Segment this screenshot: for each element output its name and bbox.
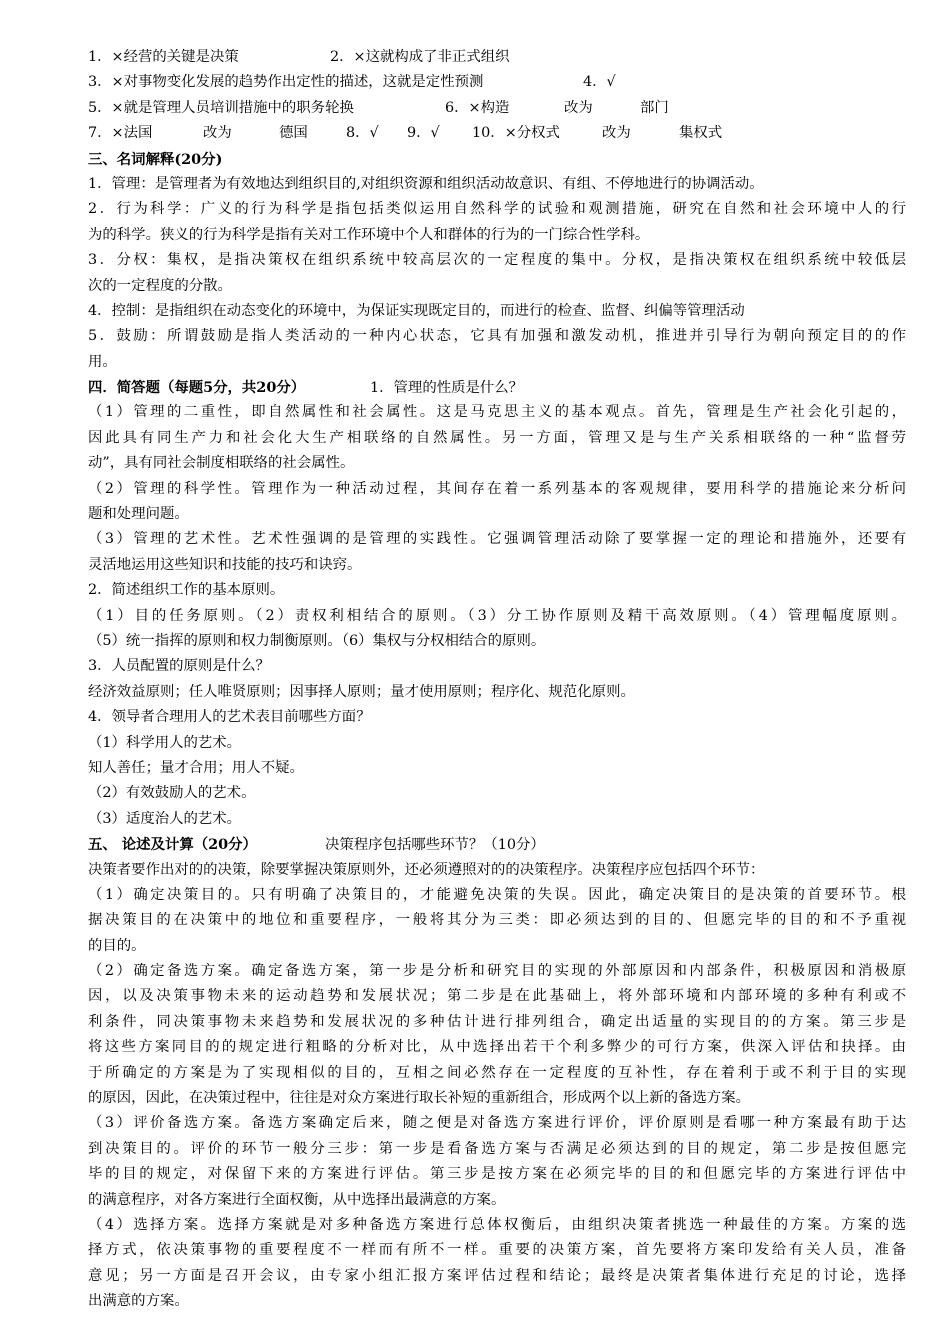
section-4-line-10: （5）统一指挥的原则和权力制衡原则。（6）集权与分权相结合的原则。 bbox=[88, 632, 546, 649]
judge-answer-7: 7．×法国 bbox=[88, 125, 153, 142]
section-3-line-7: 5．鼓励：所谓鼓励是指人类活动的一种内心状态，它具有加强和激发动机，推进并引导行为朝向预定目的的作 bbox=[88, 328, 906, 345]
section-4-line-2: 因此具有同生产力和社会化大生产相联络的自然属性。另一方面，管理又是与生产关系相联络的一种“监督劳 bbox=[88, 429, 906, 446]
section-5-line-16: 择方式，依决策事物的重要程度不一样而有所不一样。重要的决策方案，首先要将方案印发给有关人员，准备 bbox=[88, 1242, 906, 1259]
section-3-line-8: 用。 bbox=[88, 353, 117, 370]
section-3-line-2: 2．行为科学：广义的行为科学是指包括类似运用自然科学的试验和观测措施，研究在自然和社会环境中人的行 bbox=[88, 201, 906, 218]
section-5-line-3: 据决策目的在决策中的地位和重要程序，一般将其分为三类：即必须达到的目的、但愿完毕的目的和不予重视 bbox=[88, 912, 906, 929]
judge-answer-8: 8．√ bbox=[346, 125, 379, 142]
judge-answer-line-2 bbox=[88, 70, 906, 95]
judge-answer-7-correction: 德国 bbox=[279, 125, 308, 142]
section-5-line-14: 的满意程序，对各方案进行全面权衡，从中选择出最满意的方案。 bbox=[88, 1191, 506, 1208]
section-4-line-9: （1）目的任务原则。（2）责权利相结合的原则。（3）分工协作原则及精干高效原则。（4）管理幅度原则。 bbox=[88, 607, 906, 624]
section-5-line-7: 利条件，同决策事物未来趋势和发展状况的多种估计进行排列组合，确定出适量的实现目的的方案。第三步是 bbox=[88, 1013, 906, 1030]
section-3-line-3: 为的科学。狭义的行为科学是指有关对工作环境中个人和群体的行为的一门综合性学科。 bbox=[88, 226, 650, 243]
judge-answer-4: 4．√ bbox=[583, 74, 616, 91]
document-page bbox=[88, 45, 906, 1315]
section-4-line-4: （2）管理的科学性。管理作为一种活动过程，其间存在着一系列基本的客观规律，要用科学的措施论来分析问 bbox=[88, 480, 906, 497]
section-5-line-18: 出满意的方案。 bbox=[88, 1293, 189, 1310]
judge-answer-7-change: 改为 bbox=[203, 125, 232, 142]
section-5-heading-line bbox=[88, 832, 906, 857]
section-5-line-1: 决策者要作出对的的决策，除要掌握决策原则外，还必须遵照对的的决策程序。决策程序应包括四个环节： bbox=[88, 861, 765, 878]
section-5-line-6: 因，以及决策事物未来的运动趋势和发展状况；第二步是在此基础上，将外部环境和内部环境的多种有利或不 bbox=[88, 988, 906, 1005]
section-4-line-7: 灵活地运用这些知识和技能的技巧和诀窍。 bbox=[88, 556, 362, 573]
section-3-line-1: 1．管理：是管理者为有效地达到组织目的,对组织资源和组织活动故意识、有组、不停地进行的协调活动。 bbox=[88, 175, 764, 192]
section-4-question-2: 2．简述组织工作的基本原则。 bbox=[88, 582, 285, 599]
section-3-line-5: 次的一定程度的分散。 bbox=[88, 277, 232, 294]
judge-answer-6-correction: 部门 bbox=[640, 99, 669, 116]
section-4-question-3: 3．人员配置的原则是什么？ bbox=[88, 658, 270, 675]
judge-answer-3: 3．×对事物变化发展的趋势作出定性的描述，这就是定性预测 bbox=[88, 74, 484, 91]
section-4-line-14: （1）科学用人的艺术。 bbox=[88, 734, 242, 751]
judge-answer-6: 6．×构造 bbox=[445, 99, 510, 116]
section-4-line-17: （3）适度治人的艺术。 bbox=[88, 810, 242, 827]
section-3-heading: 三、名词解释(20分) bbox=[88, 150, 223, 168]
judge-answer-line-3 bbox=[88, 96, 906, 121]
judge-answer-10-change: 改为 bbox=[602, 125, 631, 142]
section-3-line-6: 4．控制：是指组织在动态变化的环境中，为保证实现既定目的，而进行的检查、监督、纠偏等管理活动 bbox=[88, 302, 745, 319]
section-5-line-11: （3）评价备选方案。备选方案确定后来，随之便是对备选方案进行评价，评价原则是看哪一种方案最有助于达 bbox=[88, 1115, 906, 1132]
section-4-heading: 四．简答题（每题5分，共20分） bbox=[88, 379, 306, 397]
section-4-line-1: （1）管理的二重性，即自然属性和社会属性。这是马克思主义的基本观点。首先，管理是生产社会化引起的， bbox=[88, 404, 906, 421]
judge-answer-line-4 bbox=[88, 121, 906, 146]
section-4-line-5: 题和处理问题。 bbox=[88, 506, 189, 523]
section-5-line-12: 到决策目的。评价的环节一般分三步：第一步是看备选方案与否满足必须达到的目的规定，第二步是按但愿完 bbox=[88, 1140, 906, 1157]
section-5-line-9: 于所确定的方案是为了实现相似的目的，互相之间必然存在一定程度的互补性，存在着利于或不利于目的实现 bbox=[88, 1064, 906, 1081]
section-4-line-12: 经济效益原则；任人唯贤原则；因事择人原则；量才使用原则；程序化、规范化原则。 bbox=[88, 683, 635, 700]
section-5-line-17: 意见；另一方面是召开会议，由专家小组汇报方案评估过程和结论；最终是决策者集体进行充足的讨论，选择 bbox=[88, 1267, 906, 1284]
section-3-line-4: 3．分权：集权，是指决策权在组织系统中较高层次的一定程度的集中。分权，是指决策权在组织系统中较低层 bbox=[88, 252, 906, 269]
section-4-question-4: 4．领导者合理用人的艺术表目前哪些方面？ bbox=[88, 709, 371, 726]
section-5-line-8: 将这些方案同目的的规定进行粗略的分析对比，从中选择出若干个利多弊少的可行方案，供深入评估和抉择。由 bbox=[88, 1039, 906, 1056]
section-5-line-5: （2）确定备选方案。确定备选方案，第一步是分析和研究目的实现的外部原因和内部条件，积极原因和消极原 bbox=[88, 963, 906, 980]
section-5-line-13: 毕的目的规定，对保留下来的方案进行评估。第三步是按方案在必须完毕的目的和但愿完毕的方案进行评估中 bbox=[88, 1166, 906, 1183]
section-5-question: 决策程序包括哪些环节？（10分） bbox=[325, 837, 545, 854]
section-5-line-10: 的原因，因此，在决策过程中，往往是对众方案进行取长补短的重新组合，形成两个以上新的备选方案。 bbox=[88, 1090, 750, 1107]
section-5-line-2: （1）确定决策目的。只有明确了决策目的，才能避免决策的失误。因此，确定决策目的是决策的首要环节。根 bbox=[88, 886, 906, 903]
section-4-line-6: （3）管理的艺术性。艺术性强调的是管理的实践性。它强调管理活动除了要掌握一定的理论和措施外，还要有 bbox=[88, 531, 906, 548]
judge-answer-10-correction: 集权式 bbox=[679, 125, 723, 142]
judge-answer-6-change: 改为 bbox=[564, 99, 593, 116]
section-4-line-15: 知人善任；量才合用；用人不疑。 bbox=[88, 759, 304, 776]
judge-answer-line-1 bbox=[88, 45, 906, 70]
section-4-question-1: 1．管理的性质是什么？ bbox=[370, 380, 524, 397]
judge-answer-9: 9．√ bbox=[407, 125, 440, 142]
section-4-heading-line bbox=[88, 375, 906, 400]
judge-answer-5: 5．×就是管理人员培训措施中的职务轮换 bbox=[88, 99, 354, 116]
judge-answer-2: 2．×这就构成了非正式组织 bbox=[330, 49, 510, 65]
judge-answer-10: 10．×分权式 bbox=[472, 125, 560, 142]
section-5-heading: 五、 论述及计算（20分） bbox=[88, 836, 257, 854]
section-5-line-15: （4）选择方案。选择方案就是对多种备选方案进行总体权衡后，由组织决策者挑选一种最佳的方案。方案的选 bbox=[88, 1216, 906, 1233]
judge-answer-1: 1．×经营的关键是决策 bbox=[88, 49, 239, 65]
section-4-line-3: 动”，具有同社会制度相联络的社会属性。 bbox=[88, 455, 355, 472]
section-5-line-4: 的目的。 bbox=[88, 937, 146, 954]
section-4-line-16: （2）有效鼓励人的艺术。 bbox=[88, 785, 256, 802]
